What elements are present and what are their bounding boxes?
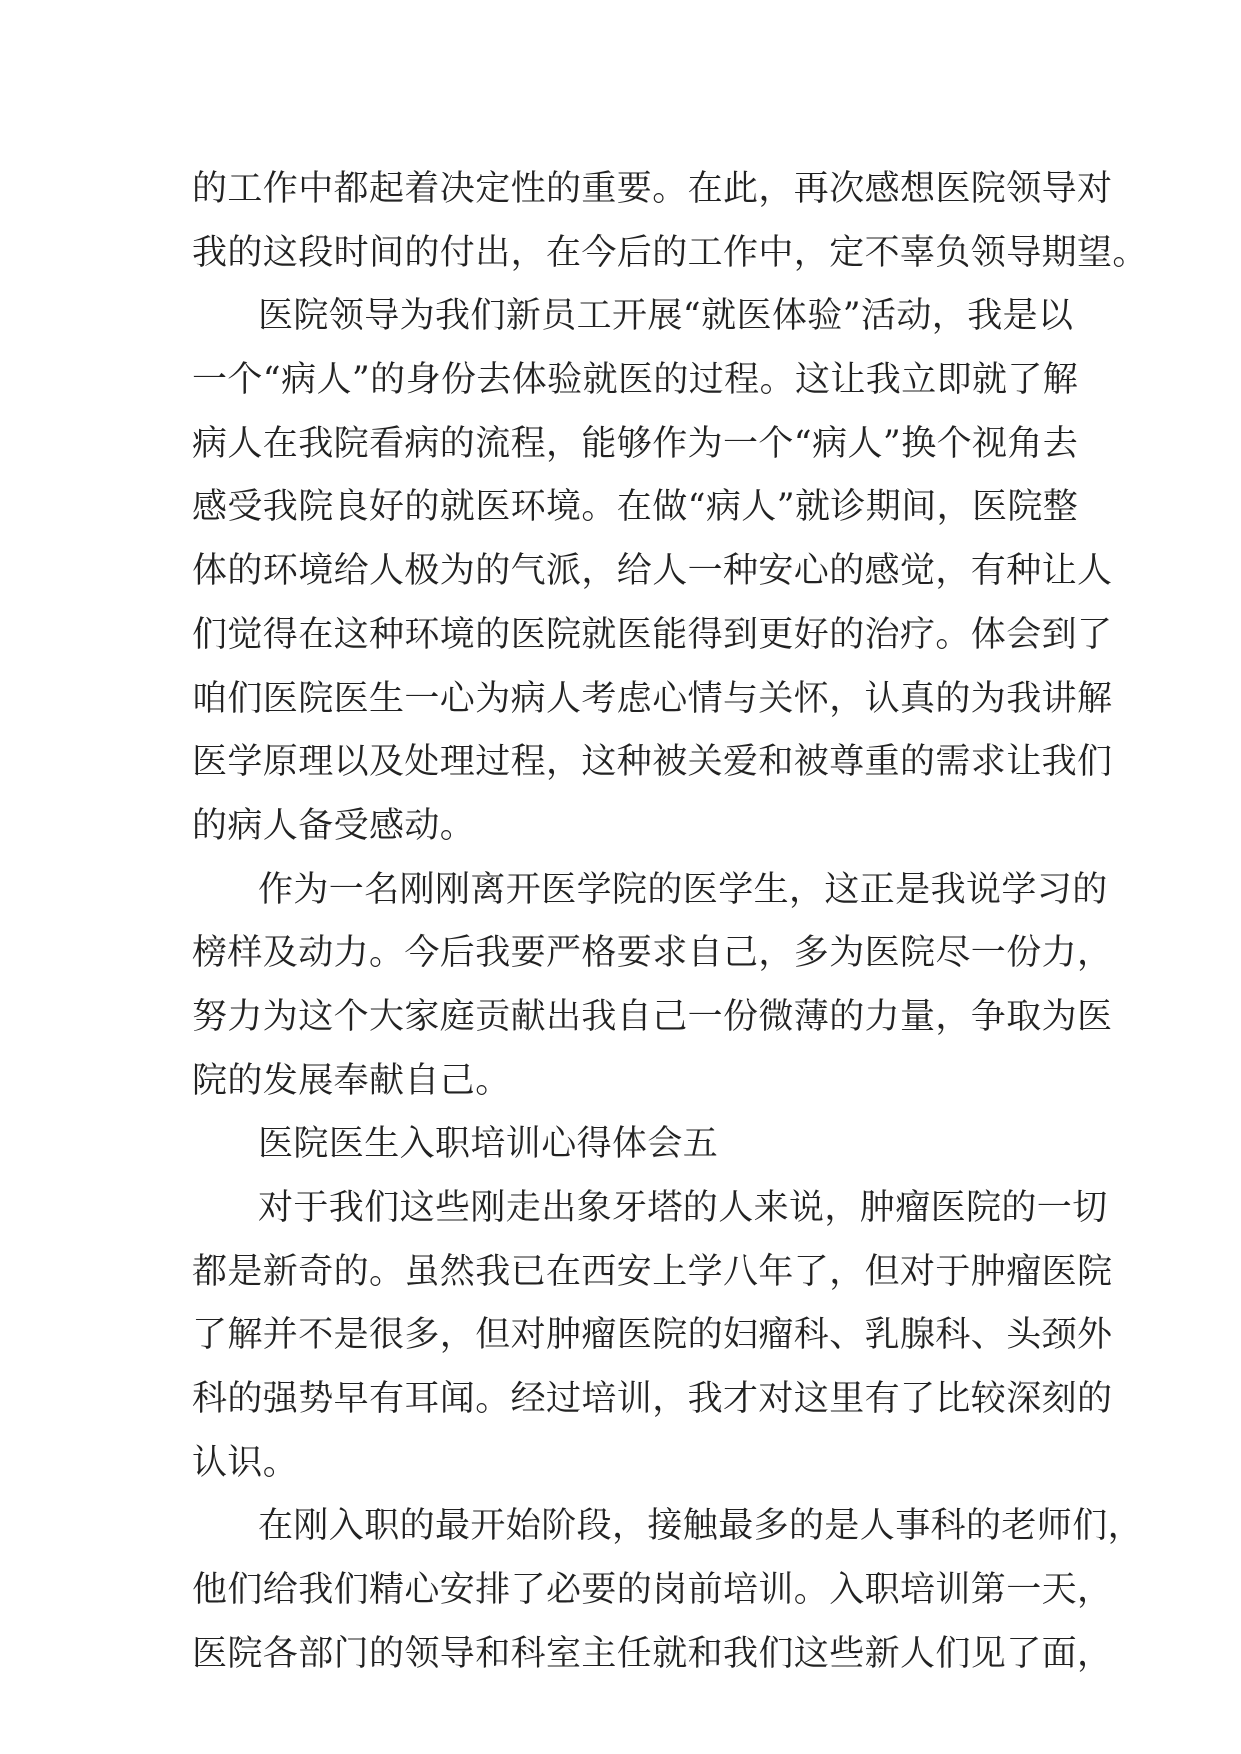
text-line: 咱们医院医生一心为病人考虑心情与关怀，认真的为我讲解 [192, 678, 1113, 719]
text-line: 一个“病人”的身份去体验就医的过程。这让我立即就了解 [192, 360, 1079, 401]
paragraph [192, 1177, 1113, 1495]
text-line: 我的这段时间的付出，在今后的工作中，定不辜负领导期望。 [192, 232, 1148, 273]
text-line: 体的环境给人极为的气派，给人一种安心的感觉，有种让人 [192, 551, 1113, 592]
text-line: 的病人备受感动。 [192, 805, 476, 846]
text-line: 们觉得在这种环境的医院就医能得到更好的治疗。体会到了 [192, 614, 1113, 655]
text-line: 感受我院良好的就医环境。在做“病人”就诊期间，医院整 [192, 487, 1079, 528]
text-line: 他们给我们精心安排了必要的岗前培训。入职培训第一天， [192, 1570, 1113, 1611]
paragraph [192, 859, 1113, 1114]
text-line: 病人在我院看病的流程，能够作为一个“病人”换个视角去 [192, 423, 1079, 464]
text-line: 作为一名刚刚离开医学院的医学生，这正是我说学习的 [258, 869, 1108, 910]
text-line: 努力为这个大家庭贡献出我自己一份微薄的力量，争取为医 [192, 996, 1113, 1037]
text-line: 科的强势早有耳闻。经过培训，我才对这里有了比较深刻的 [192, 1379, 1113, 1420]
text-line: 医院各部门的领导和科室主任就和我们这些新人们见了面， [192, 1633, 1113, 1674]
text-line: 医学原理以及处理过程，这种被关爱和被尊重的需求让我们 [192, 742, 1113, 783]
text-line: 了解并不是很多，但对肿瘤医院的妇瘤科、乳腺科、头颈外 [192, 1315, 1113, 1356]
paragraph [192, 158, 1148, 285]
paragraph [192, 1113, 1052, 1177]
text-line: 在刚入职的最开始阶段，接触最多的是人事科的老师们， [258, 1506, 1144, 1547]
text-line: 院的发展奉献自己。 [192, 1060, 511, 1101]
paragraph [192, 1495, 1144, 1686]
text-line: 榜样及动力。今后我要严格要求自己，多为医院尽一份力， [192, 933, 1113, 974]
document-body [192, 158, 1148, 1687]
text-line: 的工作中都起着决定性的重要。在此，再次感想医院领导对 [192, 169, 1113, 209]
text-line: 医院领导为我们新员工开展“就医体验”活动，我是以 [258, 296, 1074, 337]
text-line: 认识。 [192, 1442, 299, 1483]
text-line: 都是新奇的。虽然我已在西安上学八年了，但对于肿瘤医院 [192, 1251, 1113, 1292]
text-line: 医院医生入职培训心得体会五 [258, 1124, 719, 1165]
text-line: 对于我们这些刚走出象牙塔的人来说，肿瘤医院的一切 [258, 1188, 1108, 1228]
paragraph [192, 285, 1113, 858]
